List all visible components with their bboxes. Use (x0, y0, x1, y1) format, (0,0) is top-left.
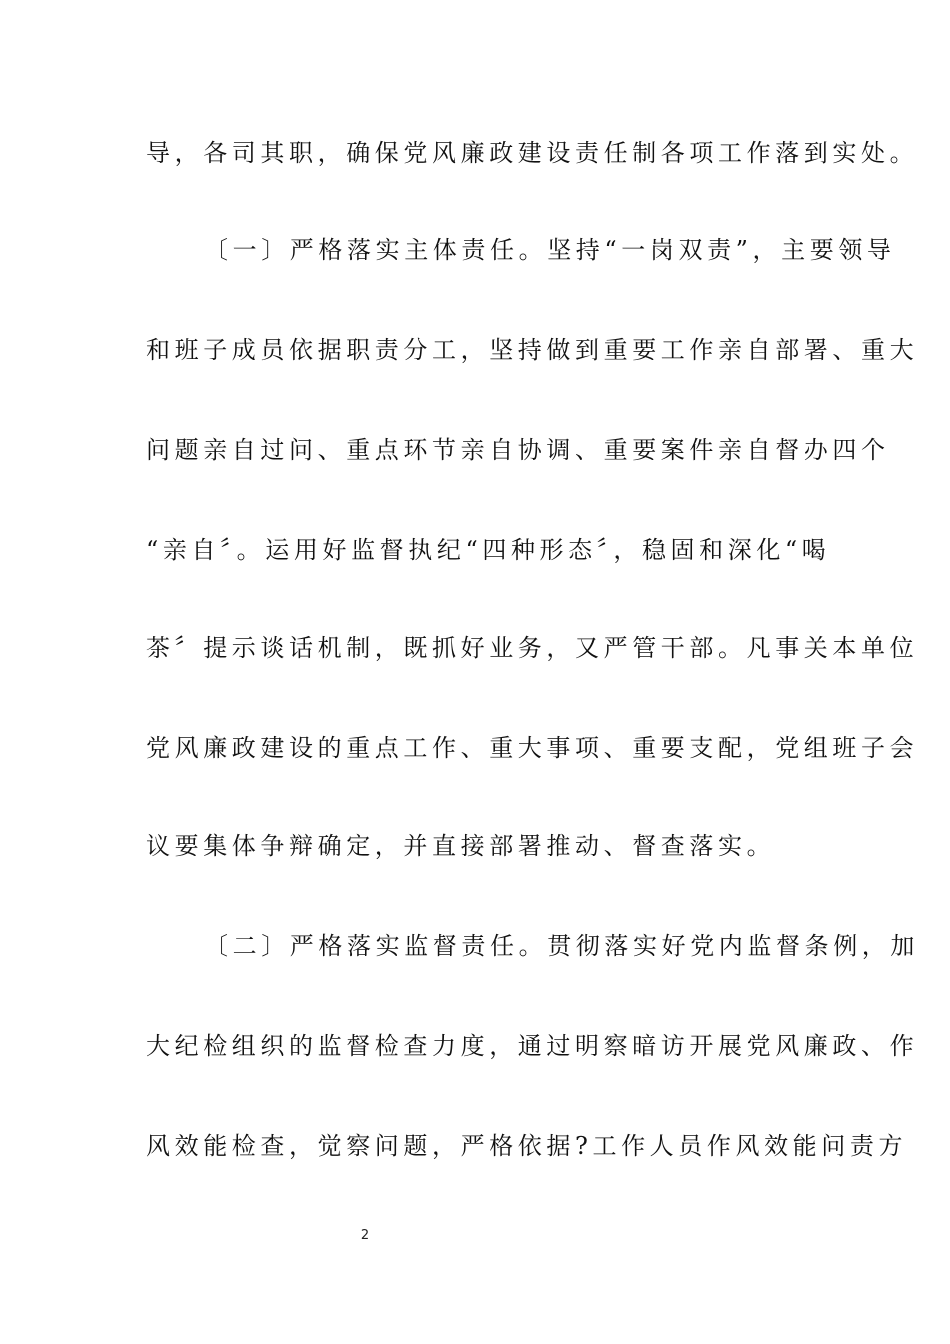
text-line-8: 议要集体争辩确定，并直接部署推动、督查落实。 (146, 832, 776, 860)
text-line-11: 风效能检查，觉察问题，严格依据?工作人员作风效能问责方 (146, 1132, 908, 1160)
text-line-6: 茶〞提示谈话机制，既抓好业务，又严管干部。凡事关本单位 (146, 634, 919, 662)
text-line-7: 党风廉政建设的重点工作、重大事项、重要支配，党组班子会 (146, 734, 919, 762)
text-line-5: “亲自〞。运用好监督执纪“四种形态〞，稳固和深化“喝 (146, 536, 831, 564)
text-line-10: 大纪检组织的监督检查力度，通过明察暗访开展党风廉政、作 (146, 1032, 919, 1060)
text-line-4: 问题亲自过问、重点环节亲自协调、重要案件亲自督办四个 (146, 436, 890, 464)
page-number: 2 (360, 1228, 370, 1243)
text-line-9: 〔二〕严格落实监督责任。贯彻落实好党内监督条例，加 (204, 932, 919, 960)
text-line-2: 〔一〕严格落实主体责任。坚持“一岗双责”，主要领导 (204, 236, 896, 264)
text-line-3: 和班子成员依据职责分工，坚持做到重要工作亲自部署、重大 (146, 336, 919, 364)
text-line-1: 导，各司其职，确保党风廉政建设责任制各项工作落到实处。 (146, 139, 919, 167)
